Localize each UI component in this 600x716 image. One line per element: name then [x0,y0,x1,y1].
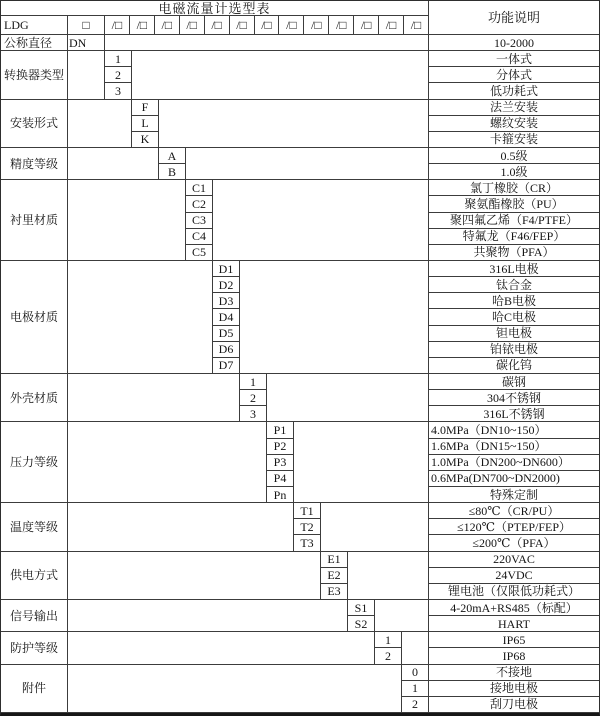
category-cell: 公称直径 [1,35,68,51]
desc-cell: 不接地 [429,665,599,681]
model-code-slot: /□ [279,16,304,34]
filler-cell [186,148,429,180]
filler-cell [68,632,375,664]
code-cell: D4 [213,309,240,325]
model-code-slot: /□ [130,16,155,34]
desc-cell: 哈C电极 [429,309,599,325]
code-cell: 3 [240,406,267,422]
code-cell: E1 [321,552,348,568]
desc-cell: 1.6MPa（DN15~150） [429,439,599,455]
code-cell: T1 [294,503,321,519]
code-cell: 2 [240,390,267,406]
code-cell: F [132,100,159,116]
desc-cell: 316L不锈钢 [429,406,599,422]
filler-cell [267,374,429,422]
filler-cell [68,374,240,422]
filler-cell [68,665,402,713]
model-code-slot: /□ [304,16,329,34]
desc-cell: 卡箍安装 [429,132,599,148]
filler-cell [294,422,429,503]
desc-cell: 碳化钨 [429,358,599,374]
desc-cell: 聚氨酯橡胶（PU） [429,196,599,212]
category-cell: 温度等级 [1,503,68,551]
desc-cell: 碳钢 [429,374,599,390]
code-cell: E3 [321,584,348,600]
code-cell: 1 [240,374,267,390]
category-cell: 附件 [1,665,68,713]
code-cell: 1 [105,51,132,67]
code-cell: 0 [402,665,429,681]
model-code-slot: /□ [155,16,180,34]
model-code-slot: /□ [180,16,205,34]
desc-cell: ≤200℃（PFA） [429,535,599,551]
desc-cell: 特氟龙（F46/FEP） [429,229,599,245]
filler-cell [68,51,105,99]
model-code-slot: /□ [205,16,230,34]
category-cell: 外壳材质 [1,374,68,422]
filler-cell [68,600,348,632]
prefix-box-cell: □ [68,16,105,35]
category-cell: 衬里材质 [1,180,68,261]
desc-cell: 刮刀电极 [429,697,599,713]
model-code-slot: /□ [255,16,280,34]
code-cell: 3 [105,83,132,99]
code-cell: P2 [267,439,294,455]
category-cell: 压力等级 [1,422,68,503]
desc-cell: ≤80℃（CR/PU） [429,503,599,519]
code-cell: E2 [321,568,348,584]
code-cell: D3 [213,293,240,309]
category-cell: 安装形式 [1,100,68,148]
code-cell: Pn [267,487,294,503]
code-cell: P3 [267,455,294,471]
filler-cell [68,180,186,261]
category-cell: 电极材质 [1,261,68,374]
desc-cell: 法兰安装 [429,100,599,116]
desc-cell: 一体式 [429,51,599,67]
function-column-header: 功能说明 [429,1,599,35]
desc-cell: 钛合金 [429,277,599,293]
desc-cell: HART [429,616,599,632]
table-title: 电磁流量计选型表 [1,1,429,16]
desc-cell: 10-2000 [429,35,599,51]
code-cell: P4 [267,471,294,487]
desc-cell: ≤120℃（PTEP/FEP） [429,519,599,535]
code-cell: C3 [186,213,213,229]
desc-cell: 哈B电极 [429,293,599,309]
code-cell: 2 [375,648,402,664]
category-cell: 精度等级 [1,148,68,180]
code-cell: D5 [213,326,240,342]
model-code-slot: /□ [354,16,379,34]
desc-cell: 0.5级 [429,148,599,164]
category-cell: 防护等级 [1,632,68,664]
filler-cell [402,632,429,664]
code-cell: 1 [375,632,402,648]
code-cell: C4 [186,229,213,245]
desc-cell: 铂铱电极 [429,342,599,358]
code-cell: B [159,164,186,180]
filler-cell [213,180,429,261]
code-cell: C2 [186,196,213,212]
code-cell: P1 [267,422,294,438]
desc-cell: IP65 [429,632,599,648]
filler-cell [68,422,267,503]
desc-cell: 聚四氟乙烯（F4/PTFE） [429,213,599,229]
model-code-slot: /□ [379,16,404,34]
desc-cell: IP68 [429,648,599,664]
desc-cell: 4.0MPa（DN10~150） [429,422,599,438]
desc-cell: 氯丁橡胶（CR） [429,180,599,196]
code-cell: L [132,116,159,132]
filler-cell [240,261,429,374]
category-cell: 信号输出 [1,600,68,632]
filler-cell [375,600,429,632]
desc-cell: 锂电池（仅限低功耗式） [429,584,599,600]
model-code-slot: /□ [410,18,422,32]
desc-cell: 220VAC [429,552,599,568]
filler-cell [321,503,429,551]
code-cell: D7 [213,358,240,374]
filler-cell [68,552,321,600]
model-code-slot: /□ [105,16,130,34]
filler-cell [68,100,132,148]
filler-cell [348,552,429,600]
desc-cell: 钽电极 [429,326,599,342]
model-code-slots [105,16,429,35]
code-cell: C1 [186,180,213,196]
code-cell: S2 [348,616,375,632]
filler-cell [132,51,429,99]
code-cell: 1 [402,681,429,697]
desc-cell: 共聚物（PFA） [429,245,599,261]
code-cell: D1 [213,261,240,277]
desc-cell: 24VDC [429,568,599,584]
desc-cell: 1.0MPa（DN200~DN600） [429,455,599,471]
desc-cell: 0.6MPa(DN700~DN2000) [429,471,599,487]
desc-cell: 分体式 [429,67,599,83]
code-cell: C5 [186,245,213,261]
code-cell: T3 [294,535,321,551]
code-cell: DN [68,35,105,51]
code-cell: D6 [213,342,240,358]
desc-cell: 4-20mA+RS485（标配） [429,600,599,616]
category-cell: 转换器类型 [1,51,68,99]
filler-cell [68,503,294,551]
code-cell: 2 [402,697,429,713]
desc-cell: 特殊定制 [429,487,599,503]
model-prefix-cell: LDG [1,16,68,35]
code-cell: A [159,148,186,164]
category-cell: 供电方式 [1,552,68,600]
desc-cell: 1.0级 [429,164,599,180]
filler-cell [68,261,213,374]
filler-cell [159,100,429,148]
desc-cell: 接地电极 [429,681,599,697]
code-cell: 2 [105,67,132,83]
code-cell: D2 [213,277,240,293]
desc-cell: 螺纹安装 [429,116,599,132]
code-cell: S1 [348,600,375,616]
model-code-slot: /□ [329,16,354,34]
filler-cell [68,148,159,180]
filler-cell [105,35,429,51]
desc-cell: 低功耗式 [429,83,599,99]
code-cell: K [132,132,159,148]
desc-cell: 304不锈钢 [429,390,599,406]
code-cell: T2 [294,519,321,535]
desc-cell: 316L电极 [429,261,599,277]
model-code-slot: /□ [230,16,255,34]
